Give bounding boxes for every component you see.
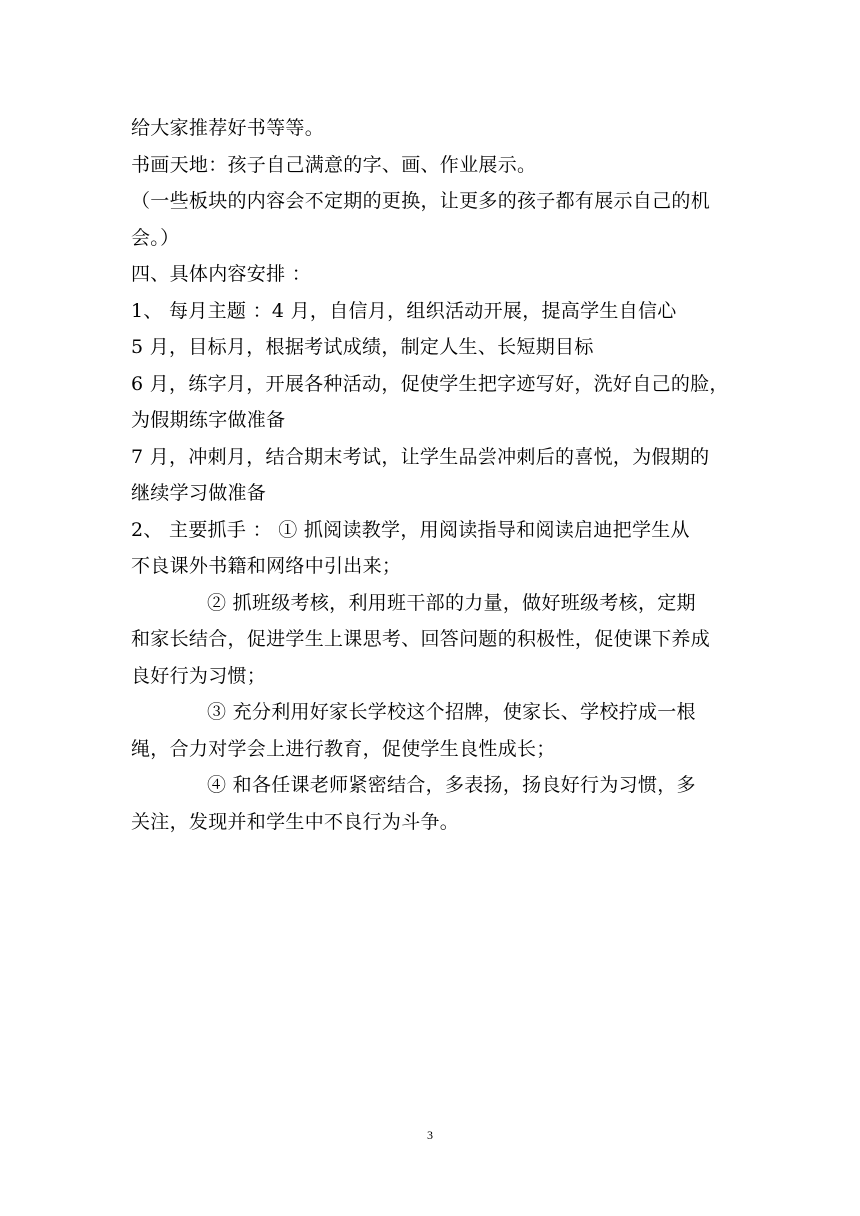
text-line: 继续学习做准备 <box>131 482 267 504</box>
text-line: ④ 和各任课老师紧密结合，多表扬，扬良好行为习惯，多 <box>207 774 696 796</box>
text-line: （一些板块的内容会不定期的更换，让更多的孩子都有展示自己的机 <box>131 190 711 212</box>
text-line: ③ 充分利用好家长学校这个招牌，使家长、学校拧成一根 <box>207 701 696 723</box>
text-line: 7 月，冲刺月，结合期末考试，让学生品尝冲刺后的喜悦，为假期的 <box>131 445 710 468</box>
text-line: 5 月，目标月，根据考试成绩，制定人生、长短期目标 <box>131 336 594 358</box>
text-line: 书画天地：孩子自己满意的字、画、作业展示。 <box>131 153 537 176</box>
text-line: 关注，发现并和学生中不良行为斗争。 <box>131 810 460 833</box>
text-line: 2、 主要抓手 ： ① 抓阅读教学，用阅读指导和阅读启迪把学生从 <box>131 518 690 541</box>
text-line: ② 抓班级考核，利用班干部的力量，做好班级考核，定期 <box>207 591 696 614</box>
section-heading: 四、具体内容安排 ： <box>131 263 312 285</box>
text-line: 1、 每月主题 ：4 月，自信月，组织活动开展，提高学生自信心 <box>131 299 677 322</box>
text-line: 6 月，练字月，开展各种活动，促使学生把字迹写好，洗好自己的脸， <box>131 372 729 395</box>
text-line: 良好行为习惯； <box>131 664 267 687</box>
text-line: 为假期练字做准备 <box>131 409 286 431</box>
text-line: 绳，合力对学会上进行教育，促使学生良性成长； <box>131 737 556 760</box>
text-line: 给大家推荐好书等等。 <box>131 117 325 139</box>
text-line: 不良课外书籍和网络中引出来； <box>131 555 402 577</box>
text-line: 和家长结合，促进学生上课思考、回答问题的积极性，促使课下养成 <box>131 628 711 650</box>
document-body <box>131 110 735 840</box>
text-line: 会。） <box>131 226 180 249</box>
page-number: 3 <box>427 1128 433 1142</box>
